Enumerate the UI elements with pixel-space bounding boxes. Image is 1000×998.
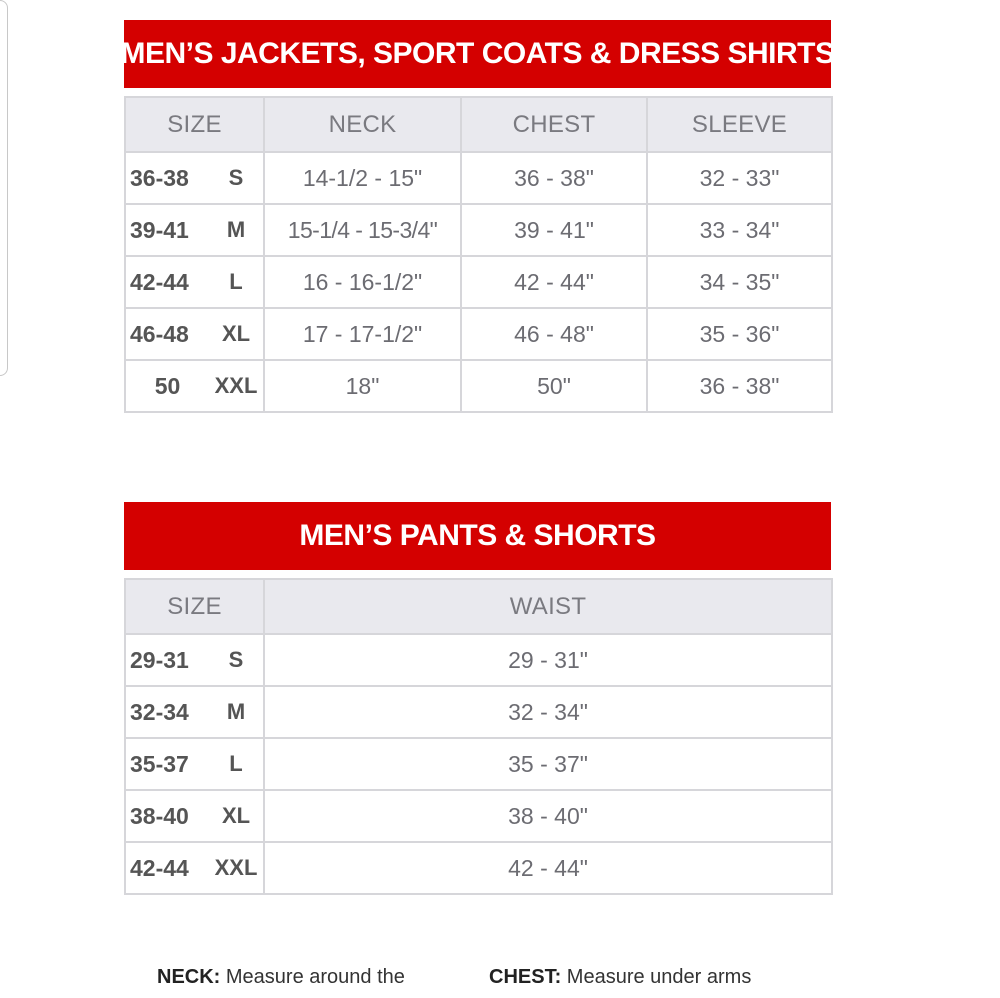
- chest-value: 42 - 44": [461, 256, 647, 308]
- sleeve-value: 36 - 38": [647, 360, 832, 412]
- jackets-shirts-title-banner: [120, 20, 835, 88]
- chest-value: 36 - 38": [461, 152, 647, 204]
- size-range: 32-34: [125, 686, 209, 738]
- sleeve-value: 32 - 33": [647, 152, 832, 204]
- neck-value: 15-1/4 - 15-3/4": [264, 204, 461, 256]
- size-range: 29-31: [125, 634, 209, 686]
- waist-value: 42 - 44": [264, 842, 832, 894]
- size-range: 38-40: [125, 790, 209, 842]
- size-letter: XXL: [209, 842, 264, 894]
- neck-note-label: NECK:: [157, 966, 221, 988]
- header-waist: WAIST: [264, 579, 832, 634]
- table-row: [125, 686, 832, 738]
- waist-value: 35 - 37": [264, 738, 832, 790]
- table-row: [125, 634, 832, 686]
- sleeve-value: 33 - 34": [647, 204, 832, 256]
- window-edge: [0, 0, 8, 376]
- waist-value: 38 - 40": [264, 790, 832, 842]
- size-range: 50: [125, 360, 209, 412]
- table-row: [125, 790, 832, 842]
- table-row: [125, 738, 832, 790]
- jackets-shirts-size-table: [124, 96, 833, 413]
- header-neck: NECK: [264, 97, 461, 152]
- sleeve-value: 35 - 36": [647, 308, 832, 360]
- pants-shorts-title: MEN’S PANTS & SHORTS: [299, 519, 656, 552]
- chest-measure-note: [489, 966, 751, 989]
- size-letter: M: [209, 204, 264, 256]
- chest-note-text: Measure under arms: [561, 966, 752, 988]
- size-letter: L: [209, 256, 264, 308]
- chest-value: 50": [461, 360, 647, 412]
- size-letter: S: [209, 152, 264, 204]
- size-letter: M: [209, 686, 264, 738]
- size-letter: XXL: [209, 360, 264, 412]
- size-range: 36-38: [125, 152, 209, 204]
- size-letter: L: [209, 738, 264, 790]
- waist-value: 29 - 31": [264, 634, 832, 686]
- header-sleeve: SLEEVE: [647, 97, 832, 152]
- size-range: 39-41: [125, 204, 209, 256]
- table-row: [125, 308, 832, 360]
- table-row: [125, 152, 832, 204]
- neck-value: 17 - 17-1/2": [264, 308, 461, 360]
- size-range: 42-44: [125, 256, 209, 308]
- size-letter: S: [209, 634, 264, 686]
- neck-note-text: Measure around the: [220, 966, 405, 988]
- chest-value: 46 - 48": [461, 308, 647, 360]
- pants-shorts-title-banner: [124, 502, 831, 570]
- size-letter: XL: [209, 308, 264, 360]
- size-letter: XL: [209, 790, 264, 842]
- header-chest: CHEST: [461, 97, 647, 152]
- size-range: 35-37: [125, 738, 209, 790]
- neck-value: 16 - 16-1/2": [264, 256, 461, 308]
- chest-note-label: CHEST:: [489, 966, 562, 988]
- neck-measure-note: [157, 966, 405, 989]
- pants-shorts-size-table: [124, 578, 833, 895]
- sleeve-value: 34 - 35": [647, 256, 832, 308]
- neck-value: 18": [264, 360, 461, 412]
- jackets-shirts-title: MEN’S JACKETS, SPORT COATS & DRESS SHIRTS: [120, 37, 835, 70]
- table-header-row: [125, 579, 832, 634]
- chest-value: 39 - 41": [461, 204, 647, 256]
- table-header-row: [125, 97, 832, 152]
- header-size: SIZE: [125, 579, 264, 634]
- waist-value: 32 - 34": [264, 686, 832, 738]
- neck-value: 14-1/2 - 15": [264, 152, 461, 204]
- table-row: [125, 204, 832, 256]
- size-range: 42-44: [125, 842, 209, 894]
- header-size: SIZE: [125, 97, 264, 152]
- table-row: [125, 842, 832, 894]
- size-range: 46-48: [125, 308, 209, 360]
- table-row: [125, 256, 832, 308]
- table-row: [125, 360, 832, 412]
